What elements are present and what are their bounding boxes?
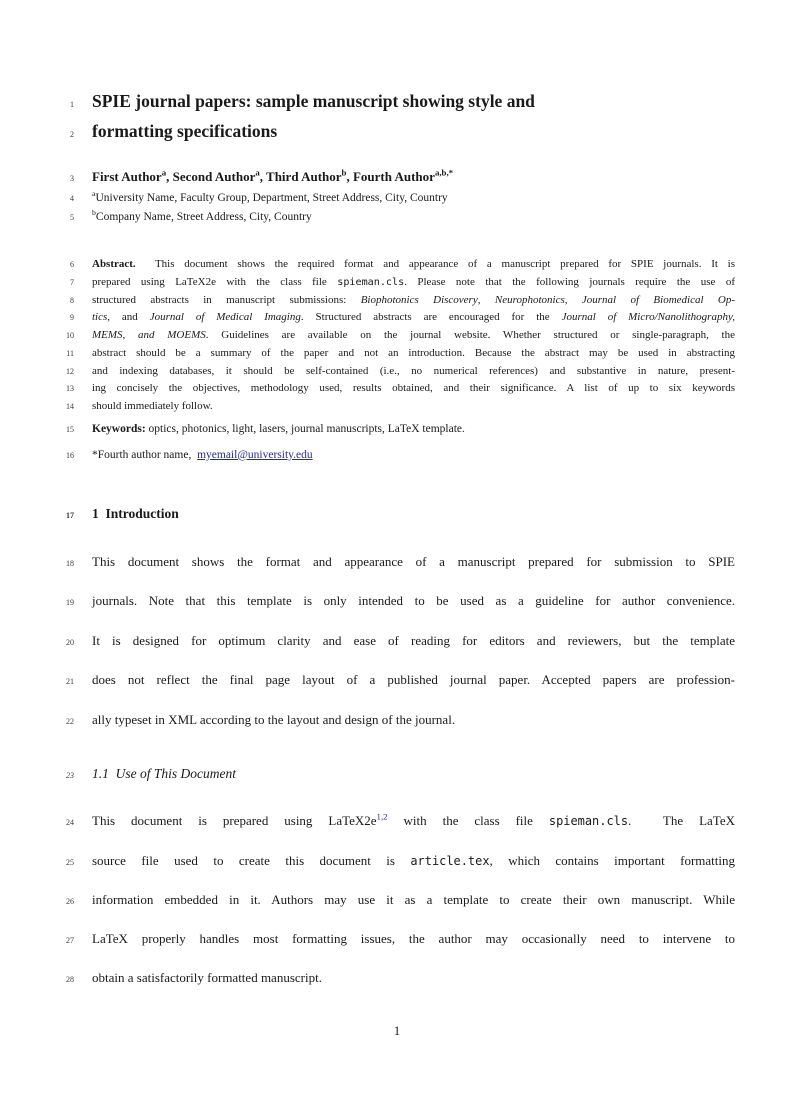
abstract-line [0,256,794,274]
text-segment: , which contains important formatting [489,852,736,868]
line-text [92,765,735,783]
text-segment: Keywords: [92,422,146,435]
use-paragraph-1-line [0,802,794,841]
line-text [92,802,735,840]
text-segment: tics [92,311,108,324]
intro-paragraph-1-line [0,543,794,583]
text-segment: ally typeset in XML according to the layout and design of the journal. [92,711,456,727]
text-segment: LaTeX properly handles most formatting issues, the author may occasionally need to intervene to [92,931,735,947]
line-text [92,256,735,273]
line-text [92,398,735,415]
line-number: 8 [70,295,74,305]
text-segment: Biophotonics Discovery [360,293,478,306]
text-segment: spieman.cls [337,276,405,288]
line-text [92,959,735,996]
page-number: 1 [393,1022,401,1038]
text-segment: 1 Introduction [92,505,179,521]
text-segment: information embedded in it. Authors may use it as a template to create their own manuscript. While [92,891,735,907]
text-segment: MEMS, and MOEMS [92,329,206,341]
line-number: 9 [70,313,74,323]
text-segment: 1.1 Use of This Document [92,766,236,782]
text-segment: SPIE journal papers: sample manuscript showing style and [92,91,535,111]
text-segment: abstract should be a summary of the paper and not an introduction. Because the abstract may be used in abstracting [92,346,735,359]
text-segment: . Guidelines are available on the journal website. Whether structured or single-paragraph, the [205,329,735,341]
line-text [92,582,735,620]
manuscript-content [0,88,794,999]
line-number: 6 [70,260,74,269]
text-segment: Journal of Micro/Nanolithography, [561,311,735,324]
line-number: 11 [66,348,74,358]
use-paragraph-1-line [0,881,794,920]
affiliations-line [0,208,794,227]
text-segment: This document shows the format and appearance of a manuscript prepared for submission to SPIE [92,553,735,569]
text-segment: , Third Author [259,169,342,184]
intro-paragraph-1-line [0,582,794,622]
text-segment: a [92,189,96,199]
line-text [92,345,735,362]
abstract-line [0,398,794,416]
abstract-line [0,363,794,381]
line-text [92,118,735,144]
intro-paragraph-1-line [0,622,794,662]
text-segment: with the class file [387,813,549,829]
affiliations [0,189,794,227]
line-number: 3 [70,174,74,183]
abstract [0,256,794,416]
line-text [92,327,735,344]
line-number: 24 [66,818,74,828]
intro-paragraph-1-line [0,701,794,741]
line-text [92,363,735,380]
text-segment: structured abstracts in manuscript submissions: [92,293,361,306]
text-segment: spieman.cls [548,814,629,829]
line-text [92,881,735,918]
use-paragraph-1-line [0,920,794,959]
text-segment: b [341,167,347,178]
text-segment: University Name, Faculty Group, Department, Street Address, City, Country [95,192,448,204]
abstract-line [0,274,794,292]
text-segment: Journal of Biomedical Op- [581,293,736,306]
text-segment: , [564,293,582,306]
corresponding-author [0,447,794,464]
line-number: 15 [66,424,74,434]
email-link[interactable]: myemail@university.edu [197,448,313,461]
text-segment: Company Name, Street Address, City, Country [95,211,312,223]
intro-paragraph-1-line [0,661,794,701]
line-number: 28 [66,975,74,985]
line-number: 2 [70,130,74,139]
text-segment: . Structured abstracts are encouraged for the [300,311,562,324]
text-segment: does not reflect the final page layout of a published journal paper. Accepted papers are profession- [92,672,735,688]
text-segment: b [92,208,96,218]
text-segment: *Fourth author name, [92,448,198,461]
line-number: 23 [66,771,74,781]
line-number: 26 [66,896,74,906]
text-segment: This document shows the required format and appearance of a manuscript prepared for SPIE journals. It is [135,258,735,270]
line-text [92,189,735,207]
use-paragraph-1-line [0,959,794,998]
line-text [92,274,735,292]
line-number: 5 [70,213,74,222]
text-segment: , and [107,311,150,324]
text-segment: a [161,167,167,178]
keywords [0,421,794,438]
text-segment: . Please note that the following journals require the use of [404,275,735,288]
text-segment: source file used to create this document is [92,852,411,868]
author-list [0,168,794,187]
text-segment: a [255,167,260,178]
line-number: 16 [66,450,74,460]
line-text [92,622,735,660]
line-number: 14 [66,402,74,411]
citation-link[interactable]: 1,2 [376,811,388,822]
line-number: 18 [66,558,74,568]
abstract-line [0,327,794,345]
line-number: 17 [66,510,74,520]
line-number: 22 [66,716,74,726]
line-text [92,168,735,185]
manuscript-page [0,88,794,1116]
line-text [92,661,735,699]
line-text [92,920,735,957]
use-paragraph-1-line [0,842,794,881]
line-text [92,292,735,309]
text-segment: and indexing databases, it should be self-contained (i.e., no numerical references) and substantive in nature, present- [92,364,735,377]
text-segment: formatting specifications [92,121,278,141]
line-number: 21 [66,677,74,687]
paper-title-line [0,118,794,148]
line-text [92,543,735,581]
line-text [92,208,735,226]
text-segment: optics, photonics, light, lasers, journal manuscripts, LaTeX template. [145,422,465,435]
line-number: 7 [70,277,74,287]
text-segment: journals. Note that this template is only intended to be used as a guideline for author convenience. [92,593,735,609]
line-text [92,309,735,326]
text-segment: obtain a satisfactorily formatted manuscript. [92,970,322,986]
text-segment: Neurophotonics [494,293,565,306]
line-text [92,447,735,463]
line-text [92,88,735,114]
text-segment: It is designed for optimum clarity and ease of reading for editors and reviewers, but the template [92,632,735,648]
text-segment: Journal of Medical Imaging [149,311,301,324]
line-number: 20 [66,637,74,647]
abstract-line [0,292,794,310]
keywords-line [0,421,794,438]
line-number: 27 [66,936,74,946]
line-text [92,380,735,397]
text-segment: prepared using LaTeX2e with the class file [92,275,338,288]
text-segment: ing concisely the objectives, methodology used, results obtained, and their significance. A list of up to six keywords [92,382,735,395]
text-segment: should immediately follow. [92,400,213,412]
subsection-heading-use-of-this-document-line [0,765,794,785]
line-number: 19 [66,598,74,608]
line-text [92,842,735,880]
text-segment: , Fourth Author [346,169,435,184]
line-number: 10 [66,331,74,340]
subsection-heading-use-of-this-document [0,765,794,785]
line-number: 4 [70,194,74,203]
text-segment: , [477,293,495,306]
abstract-line [0,380,794,398]
text-segment: a,b,* [434,167,454,178]
text-segment: First Author [92,169,162,184]
abstract-line [0,309,794,327]
section-heading-introduction [0,505,794,525]
text-segment: article.tex [410,853,490,868]
affiliations-line [0,189,794,208]
section-heading-introduction-line [0,505,794,525]
line-number: 13 [66,384,74,394]
line-text [92,701,735,739]
author-list-line [0,168,794,187]
text-segment: , Second Author [166,169,256,184]
text-segment: This document is prepared using LaTeX2e [92,813,377,829]
use-paragraph-1 [0,802,794,998]
line-text [92,421,735,437]
paper-title-line [0,88,794,118]
intro-paragraph-1 [0,543,794,741]
text-segment: . The LaTeX [628,813,735,829]
paper-title [0,88,794,148]
corresponding-author-line [0,447,794,464]
text-segment: Abstract. [92,258,136,270]
line-number: 12 [66,366,74,376]
line-text [92,505,735,523]
abstract-line [0,345,794,363]
line-number: 25 [66,857,74,867]
line-number: 1 [70,100,74,109]
